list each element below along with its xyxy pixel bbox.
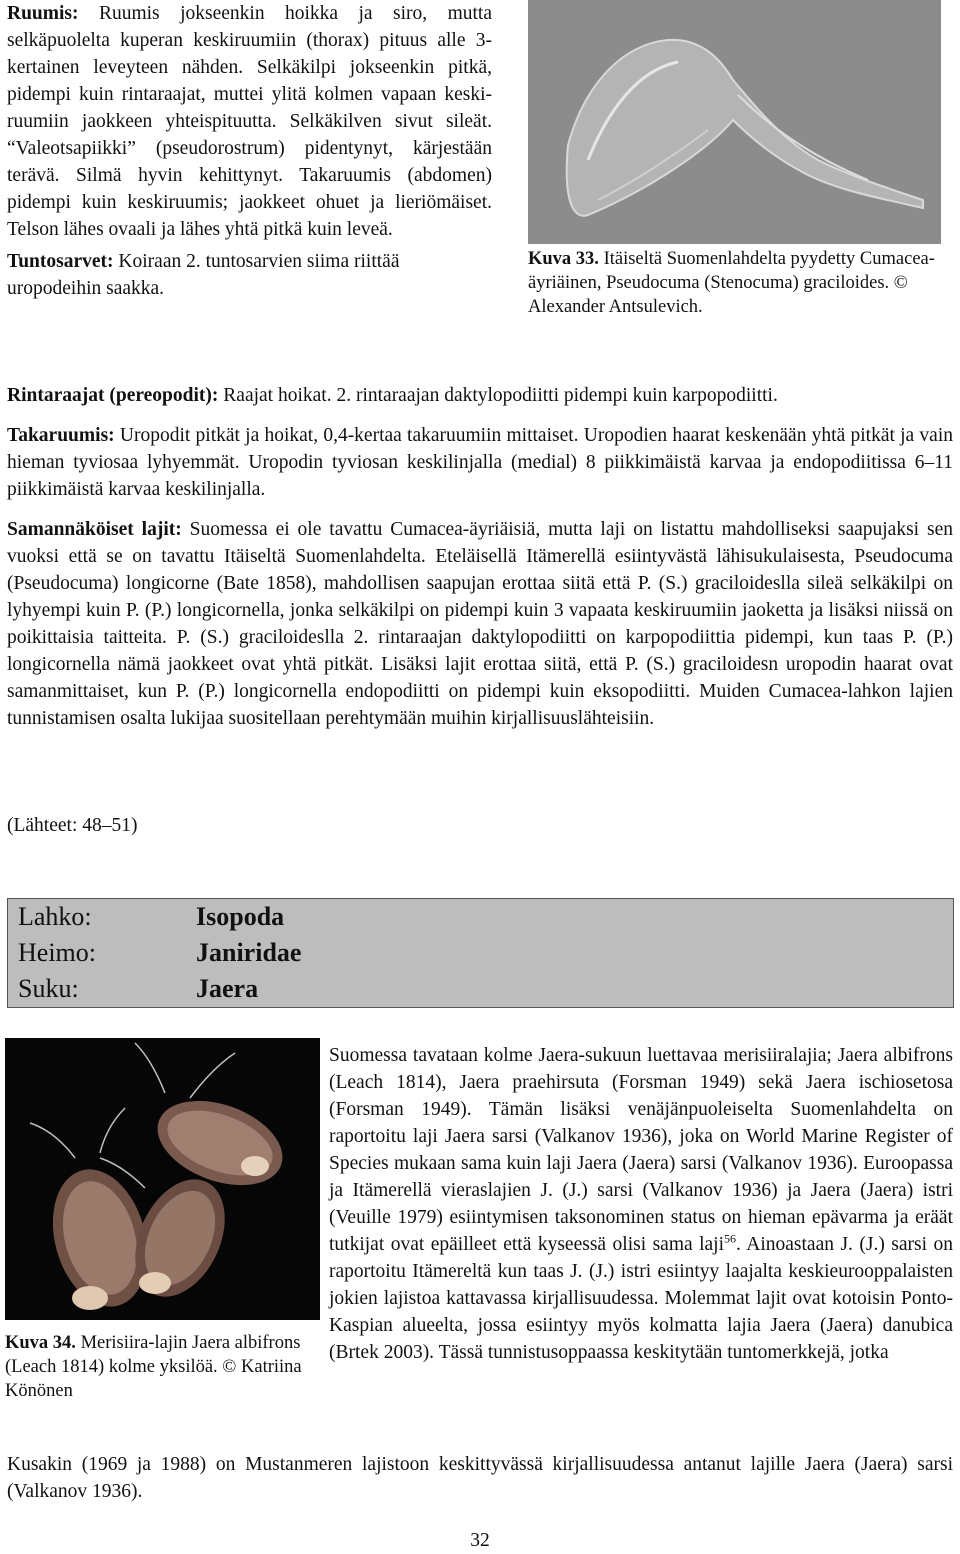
tuntosarvet-text: Koiraan 2. tuntosarvien siima riittää uropodeihin saakka. — [7, 251, 400, 299]
top-description-column — [7, 0, 492, 302]
tuntosarvet-paragraph — [7, 248, 492, 302]
takaruumis-paragraph — [7, 422, 953, 503]
rintaraajat-paragraph — [7, 382, 953, 409]
figure33-caption — [528, 247, 948, 319]
taxonomy-label: Suku: — [18, 974, 79, 1003]
figure33-caption-text: Itäiseltä Suomenlahdelta pyydetty Cumacea-äyriäinen, Pseudocuma (Stenocuma) graciloides. © Alexander Antsulevich. — [528, 249, 935, 317]
taxonomy-table — [7, 898, 954, 1008]
cumacea-illustration — [528, 0, 941, 244]
figure34-caption — [5, 1331, 305, 1403]
jaera-intro-paragraph — [329, 1042, 953, 1366]
ruumis-label: Ruumis: — [7, 3, 79, 24]
taxonomy-label: Lahko: — [18, 902, 92, 931]
taxonomy-row-genus — [8, 971, 953, 1007]
taxonomy-value: Isopoda — [196, 902, 285, 931]
takaruumis-text: Uropodit pitkät ja hoikat, 0,4-kertaa takaruumiin mittaiset. Uropodien haarat keskenään yhtä pitkät ja vain hieman tyviosaa lyhyemmät. Uropodin tyviosan keskilinjalla (medial) 8 piikkimäistä karvaa ja endopodiitissa 6–11 piikkimäistä karvaa keskilinjalla. — [7, 425, 953, 500]
rintaraajat-label: Rintaraajat (pereopodit): — [7, 385, 219, 406]
ruumis-text: Ruumis jokseenkin hoikka ja siro, mutta selkäpuolelta kuperan keskiruumiin (thorax) pituus alle 3-kertainen leveyteen nähden. Selkäkilpi jokseenkin pitkä, pidempi kuin rintaraajat, muttei ylitä kolmen vapaan keski-ruumiin jaokkeen yhteispituutta. Selkäkilven sivut sileät. “Valeotsapiikki” (pseudorostrum) pidentynyt, kärjestään terävä. Silmä hyvin kehittynyt. Takaruumis (abdomen) pidempi kuin keskiruumis; jaokkeet ohuet ja lieriömäiset. Telson lähes ovaali ja lähes yhtä pitkä kuin leveä. — [7, 3, 492, 240]
jaera-intro-text-a: Suomessa tavataan kolme Jaera-sukuun luettavaa merisiiralajia; Jaera albifrons (Leach 1814), Jaera praehirsuta (Forsman 1949) sekä Jaera ischiosetosa (Forsman 1949). Tämän lisäksi venäjänpuoleiselta Suomenlahdelta on raportoitu laji Jaera sarsi (Valkanov 1936), joka on World Marine Register of Species mukaan sama kuin laji Jaera (Jaera) sarsi (Valkanov 1936). Euroopassa ja Itämerellä vieraslajien J. (J.) sarsi (Valkanov 1936) ja Jaera (Jaera) istri (Veuille 1979) esiintymisen taksonominen status on hieman epävarma ja eräät tutkijat ovat epäilleet että kyseessä olisi sama laji — [329, 1045, 953, 1255]
ruumis-paragraph — [7, 0, 492, 243]
footnote-reference: 56 — [724, 1231, 737, 1246]
taxonomy-label: Heimo: — [18, 938, 96, 967]
samannakoiset-label: Samannäköiset lajit: — [7, 519, 182, 540]
rintaraajat-text: Raajat hoikat. 2. rintaraajan daktylopodiitti pidempi kuin karpopodiitti. — [218, 385, 778, 406]
samannakoiset-text: Suomessa ei ole tavattu Cumacea-äyriäisiä, mutta laji on listattu mahdolliseksi saapujaksi sen vuoksi että se on tavattu Itäiseltä Suomenlahdelta. Eteläisellä Itämerellä esiintyvästä lähisukulaisesta, Pseudocuma (Pseudocuma) longicorne (Bate 1858), mahdollisen saapujan erottaa siitä että P. (S.) graciloidesllа sileä selkäkilpi on lyhyempi kuin P. (P.) longicornella, jonka selkäkilpi on pidempi kuin 3 vapaata keskiruumiin jaokettа ja lisäksi niissä on poikittaisia taitteita. P. (S.) graciloidesllа 2. rintaraajan daktylopodiitti on karpopodiittia pidempi, kun taas P. (P.) longicornella nämä jaokkeet ovat yhtä pitkät. Lisäksi lajit erottaa siitä, että P. (S.) graciloidesn uropodin haarat ovat samanmittaiset, kun P. (P.) longicornella endopodiitti on pidempi kuin eksopodiitti. Muiden Cumacea-lahkon lajien tunnistamisen osalta lukijaa suositellaan perehtymään muihin kirjallisuuslähteisiin. — [7, 519, 953, 729]
jaera-photo — [5, 1038, 320, 1320]
figure33-caption-label: Kuva 33. — [528, 249, 599, 269]
sources-line: (Lähteet: 48–51) — [7, 815, 138, 836]
taxonomy-value: Jaera — [196, 974, 259, 1003]
jaera-intro-text-b: . Ainoastaan J. (J.) sarsi on raportoitu Itämereltä kun taas J. (J.) istri esiintyy laajalta keskieurooppalaisten jokien lajistoa kattavassa kirjallisuudessa. Molemmat lajit ovat kotoisin Ponto-Kaspian alueelta, jossa esiintyy myös kolmatta lajia Jaera (Jaera) danubica (Brtek 2003). Tässä tunnistusoppaassa keskitytään tuntomerkkejä, jotka — [329, 1234, 953, 1363]
figure34-caption-label: Kuva 34. — [5, 1333, 76, 1353]
isopod-illustration — [5, 1038, 320, 1320]
taxonomy-value: Janiridae — [196, 938, 302, 967]
jaera-intro-continuation: Kusakin (1969 ja 1988) on Mustanmeren lajistoon keskittyvässä kirjallisuudessa antanut lajille Jaera (Jaera) sarsi (Valkanov 1936). — [7, 1454, 953, 1502]
takaruumis-label: Takaruumis: — [7, 425, 115, 446]
page-number: 32 — [470, 1530, 490, 1551]
taxonomy-row-order — [8, 899, 953, 935]
samannakoiset-paragraph — [7, 516, 953, 732]
taxonomy-row-family — [8, 935, 953, 971]
tuntosarvet-label: Tuntosarvet: — [7, 251, 114, 272]
figure34-caption-text: Merisiira-lajin Jaera albifrons (Leach 1814) kolme yksilöä. © Katriina Könönen — [5, 1333, 302, 1401]
cumacea-photo — [528, 0, 941, 244]
